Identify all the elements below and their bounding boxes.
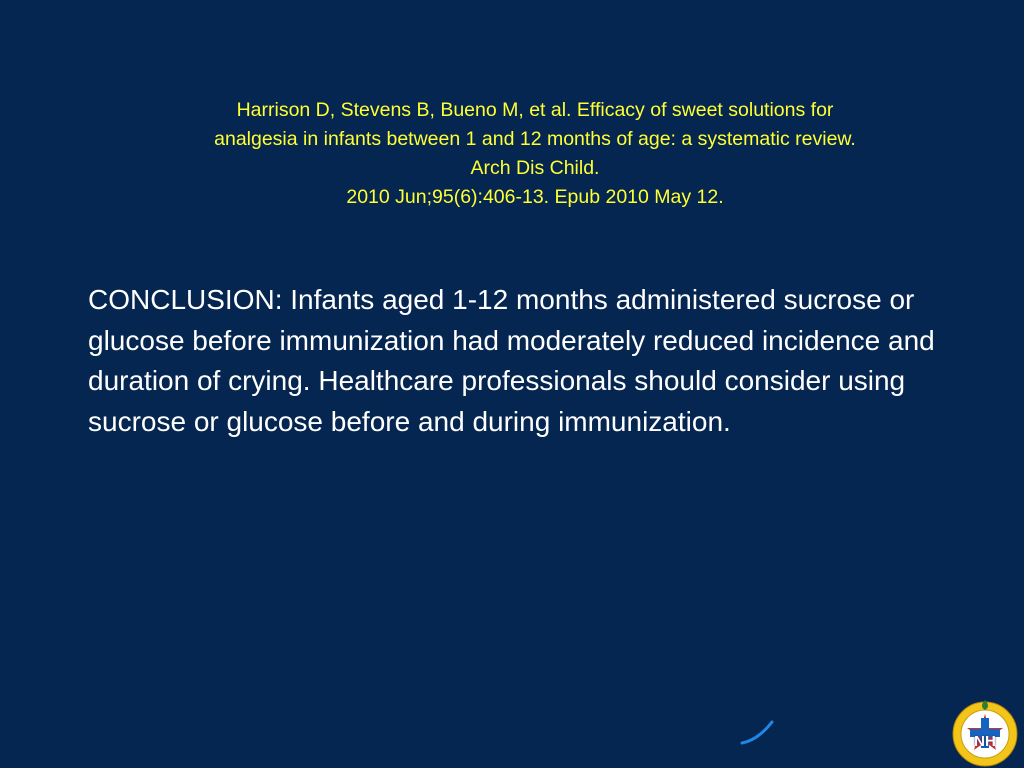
citation-line-3: Arch Dis Child. bbox=[470, 157, 600, 179]
conclusion-text: CONCLUSION: Infants aged 1-12 months administered sucrose or glucose before immunization had moderately reduced incidence and duration of crying. Healthcare professionals should consider using sucrose or glucose before and during immunization. bbox=[88, 284, 935, 437]
decorative-swoosh-icon bbox=[738, 716, 778, 746]
citation-block bbox=[100, 96, 970, 212]
logo-nh-label: NH bbox=[974, 733, 996, 750]
citation-line-4: 2010 Jun;95(6):406-13. Epub 2010 May 12. bbox=[346, 186, 724, 208]
citation-line-2: analgesia in infants between 1 and 12 months of age: a systematic review. bbox=[214, 128, 856, 150]
citation-line-1: Harrison D, Stevens B, Bueno M, et al. Efficacy of sweet solutions for bbox=[236, 99, 834, 121]
